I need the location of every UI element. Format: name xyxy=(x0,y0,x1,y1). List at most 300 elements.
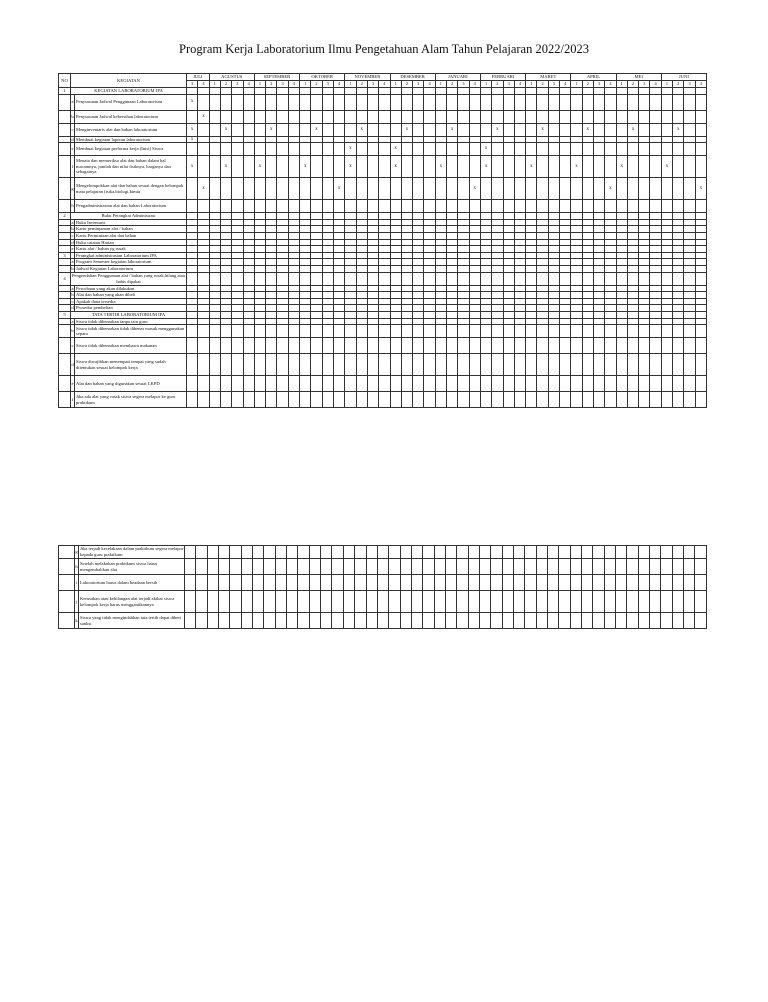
activity-week-cell xyxy=(322,88,333,95)
activity-week-mark: x xyxy=(526,156,537,178)
activity-week-cell xyxy=(343,546,354,559)
header-week-number: 3 xyxy=(458,81,469,88)
activity-week-cell xyxy=(548,292,559,299)
activity-week-cell xyxy=(469,88,480,95)
activity-week-cell xyxy=(333,226,344,233)
activity-week-cell xyxy=(311,252,322,259)
activity-week-mark: x xyxy=(480,143,491,156)
activity-week-cell xyxy=(639,311,650,318)
activity-week-cell xyxy=(288,272,299,285)
activity-week-cell xyxy=(492,88,503,95)
activity-week-cell xyxy=(661,232,672,239)
activity-week-cell xyxy=(571,200,582,213)
activity-week-cell xyxy=(650,232,661,239)
row-sub-letter: c xyxy=(71,123,75,136)
activity-week-cell xyxy=(447,219,458,226)
activity-week-cell xyxy=(616,213,627,220)
activity-week-cell xyxy=(220,246,231,253)
activity-week-cell xyxy=(209,156,220,178)
activity-week-cell xyxy=(298,559,309,575)
activity-week-cell xyxy=(424,376,435,392)
activity-week-cell xyxy=(593,252,604,259)
activity-week-cell xyxy=(322,94,333,110)
activity-week-cell xyxy=(243,143,254,156)
row-sub-letter: g xyxy=(71,178,75,200)
activity-week-cell xyxy=(230,575,241,591)
row-number xyxy=(59,575,75,591)
activity-week-cell xyxy=(571,318,582,325)
activity-week-cell xyxy=(300,246,311,253)
activity-week-cell xyxy=(673,392,684,408)
activity-week-cell xyxy=(695,200,706,213)
activity-week-cell xyxy=(243,219,254,226)
activity-week-cell xyxy=(288,305,299,312)
activity-week-cell xyxy=(548,575,559,591)
activity-week-cell xyxy=(413,376,424,392)
activity-week-cell xyxy=(593,325,604,338)
activity-week-cell xyxy=(639,259,650,266)
activity-week-cell xyxy=(571,123,582,136)
activity-week-cell xyxy=(298,546,309,559)
activity-week-cell xyxy=(661,613,672,629)
activity-week-cell xyxy=(616,325,627,338)
activity-week-cell xyxy=(447,178,458,200)
activity-week-cell xyxy=(616,259,627,266)
activity-week-cell xyxy=(560,232,571,239)
activity-week-cell xyxy=(616,110,627,123)
activity-week-cell xyxy=(345,88,356,95)
table-row xyxy=(59,252,707,259)
activity-week-cell xyxy=(627,325,638,338)
activity-week-cell xyxy=(253,575,264,591)
row-number xyxy=(59,156,71,178)
activity-week-cell xyxy=(582,265,593,272)
activity-week-cell xyxy=(345,392,356,408)
activity-week-cell xyxy=(458,178,469,200)
activity-week-cell xyxy=(389,575,400,591)
activity-week-cell xyxy=(379,318,390,325)
activity-week-cell xyxy=(447,246,458,253)
header-week-number: 1 xyxy=(661,81,672,88)
activity-week-cell xyxy=(650,213,661,220)
activity-week-cell xyxy=(209,200,220,213)
activity-week-cell xyxy=(661,305,672,312)
activity-week-cell xyxy=(627,259,638,266)
activity-week-cell xyxy=(243,318,254,325)
activity-week-cell xyxy=(367,246,378,253)
activity-week-cell xyxy=(605,285,616,292)
activity-week-cell xyxy=(593,591,604,613)
activity-week-cell xyxy=(571,298,582,305)
activity-week-cell xyxy=(480,325,491,338)
activity-week-cell xyxy=(560,246,571,253)
activity-week-cell xyxy=(695,305,706,312)
activity-week-cell xyxy=(514,88,525,95)
activity-week-cell xyxy=(435,265,446,272)
activity-week-cell xyxy=(514,292,525,299)
activity-week-cell xyxy=(514,232,525,239)
activity-week-cell xyxy=(469,392,480,408)
activity-week-cell xyxy=(288,298,299,305)
activity-week-cell xyxy=(605,376,616,392)
activity-week-cell xyxy=(560,325,571,338)
row-sub-letter: c xyxy=(71,338,75,354)
row-number: 5 xyxy=(59,311,71,318)
activity-week-cell xyxy=(627,354,638,376)
activity-week-cell xyxy=(526,143,537,156)
activity-week-cell xyxy=(254,178,265,200)
activity-week-cell xyxy=(400,613,411,629)
activity-week-cell xyxy=(469,298,480,305)
activity-week-cell xyxy=(571,110,582,123)
activity-week-cell xyxy=(277,298,288,305)
activity-week-cell xyxy=(266,239,277,246)
activity-week-cell xyxy=(413,156,424,178)
activity-week-cell xyxy=(266,311,277,318)
activity-week-cell xyxy=(185,546,196,559)
activity-week-cell xyxy=(492,292,503,299)
activity-week-cell xyxy=(266,272,277,285)
activity-week-cell xyxy=(367,354,378,376)
activity-week-cell xyxy=(209,338,220,354)
activity-week-cell xyxy=(605,156,616,178)
activity-week-cell xyxy=(232,239,243,246)
activity-week-cell xyxy=(300,305,311,312)
activity-week-cell xyxy=(288,156,299,178)
activity-week-cell xyxy=(311,298,322,305)
activity-week-cell xyxy=(379,110,390,123)
activity-week-cell xyxy=(322,178,333,200)
activity-week-cell xyxy=(367,88,378,95)
activity-week-cell xyxy=(254,265,265,272)
activity-week-cell xyxy=(311,156,322,178)
activity-week-cell xyxy=(333,94,344,110)
activity-week-cell xyxy=(525,613,536,629)
activity-week-cell xyxy=(434,546,445,559)
header-kegiatan: KEGIATAN xyxy=(71,74,187,88)
activity-week-cell xyxy=(548,219,559,226)
activity-week-cell xyxy=(526,88,537,95)
activity-week-cell xyxy=(187,239,198,246)
activity-week-cell xyxy=(560,213,571,220)
header-month-agustus: AGUSTUS xyxy=(209,74,254,81)
activity-week-cell xyxy=(661,285,672,292)
activity-week-cell xyxy=(198,156,209,178)
activity-week-cell xyxy=(458,305,469,312)
activity-week-cell xyxy=(275,575,286,591)
activity-week-cell xyxy=(232,246,243,253)
activity-week-cell xyxy=(684,559,695,575)
activity-week-cell xyxy=(548,239,559,246)
activity-week-cell xyxy=(458,94,469,110)
activity-week-cell xyxy=(187,265,198,272)
activity-week-cell xyxy=(514,200,525,213)
activity-week-cell xyxy=(560,136,571,143)
activity-week-cell xyxy=(492,325,503,338)
activity-week-mark: x xyxy=(187,156,198,178)
activity-text: Kartu alat / bahan yg rusak xyxy=(75,246,187,253)
activity-week-cell xyxy=(411,546,422,559)
activity-week-cell xyxy=(503,123,514,136)
activity-week-cell xyxy=(560,305,571,312)
activity-week-cell xyxy=(661,376,672,392)
activity-week-cell xyxy=(311,272,322,285)
activity-week-cell xyxy=(616,272,627,285)
activity-week-cell xyxy=(311,213,322,220)
activity-week-cell xyxy=(311,285,322,292)
activity-week-cell xyxy=(390,226,401,233)
activity-week-cell xyxy=(627,246,638,253)
activity-week-cell xyxy=(413,200,424,213)
activity-week-cell xyxy=(390,136,401,143)
activity-week-cell xyxy=(661,591,672,613)
activity-week-cell xyxy=(560,110,571,123)
activity-week-cell xyxy=(480,252,491,259)
activity-week-cell xyxy=(650,311,661,318)
activity-week-cell xyxy=(661,338,672,354)
activity-week-cell xyxy=(345,285,356,292)
activity-week-cell xyxy=(616,318,627,325)
activity-week-cell xyxy=(187,354,198,376)
activity-week-cell xyxy=(503,298,514,305)
activity-week-cell xyxy=(277,354,288,376)
activity-week-cell xyxy=(503,252,514,259)
activity-week-cell xyxy=(209,123,220,136)
activity-week-cell xyxy=(672,591,683,613)
activity-week-cell xyxy=(492,239,503,246)
activity-week-cell xyxy=(582,232,593,239)
row-number xyxy=(59,392,71,408)
activity-week-cell xyxy=(593,376,604,392)
activity-week-cell xyxy=(537,272,548,285)
activity-week-cell xyxy=(367,226,378,233)
activity-week-cell xyxy=(650,239,661,246)
activity-week-cell xyxy=(673,259,684,266)
activity-week-cell xyxy=(253,546,264,559)
activity-week-cell xyxy=(503,213,514,220)
activity-week-cell xyxy=(424,272,435,285)
activity-week-cell xyxy=(379,136,390,143)
activity-week-cell xyxy=(480,178,491,200)
row-sub-letter: h xyxy=(71,200,75,213)
activity-week-mark: x xyxy=(447,123,458,136)
activity-week-cell xyxy=(571,178,582,200)
activity-week-cell xyxy=(254,239,265,246)
activity-text: Membuat kegiatan laporan laboratorium xyxy=(75,136,187,143)
activity-week-cell xyxy=(198,338,209,354)
activity-week-cell xyxy=(413,88,424,95)
activity-week-cell xyxy=(492,246,503,253)
activity-week-cell xyxy=(548,156,559,178)
activity-week-cell xyxy=(333,246,344,253)
activity-week-cell xyxy=(185,591,196,613)
activity-week-cell xyxy=(322,392,333,408)
activity-week-cell xyxy=(401,178,412,200)
activity-week-cell xyxy=(266,213,277,220)
activity-week-cell xyxy=(560,338,571,354)
activity-week-cell xyxy=(356,392,367,408)
activity-week-cell xyxy=(684,88,695,95)
activity-week-cell xyxy=(458,298,469,305)
activity-week-cell xyxy=(639,156,650,178)
header-month-februari: FEBRUARI xyxy=(480,74,525,81)
activity-week-cell xyxy=(401,88,412,95)
row-number xyxy=(59,591,75,613)
activity-week-cell xyxy=(220,143,231,156)
activity-text: Buku catatan Harian xyxy=(75,239,187,246)
activity-week-cell xyxy=(321,613,332,629)
activity-week-cell xyxy=(277,94,288,110)
activity-week-cell xyxy=(673,136,684,143)
activity-week-cell xyxy=(447,392,458,408)
activity-week-cell xyxy=(401,156,412,178)
activity-week-cell xyxy=(333,143,344,156)
activity-week-cell xyxy=(605,123,616,136)
activity-week-cell xyxy=(187,298,198,305)
activity-week-cell xyxy=(230,613,241,629)
activity-week-cell xyxy=(379,143,390,156)
activity-week-cell xyxy=(232,354,243,376)
activity-week-cell xyxy=(424,298,435,305)
activity-week-cell xyxy=(582,575,593,591)
activity-week-cell xyxy=(288,213,299,220)
activity-week-cell xyxy=(264,546,275,559)
activity-week-cell xyxy=(447,272,458,285)
activity-week-cell xyxy=(661,354,672,376)
activity-text: Menginventaris alat dan bahan laboratorium xyxy=(75,123,187,136)
activity-week-cell xyxy=(390,285,401,292)
activity-week-cell xyxy=(187,392,198,408)
activity-week-cell xyxy=(424,94,435,110)
activity-week-cell xyxy=(525,575,536,591)
activity-week-mark: x xyxy=(345,156,356,178)
activity-week-cell xyxy=(300,200,311,213)
activity-week-mark: x xyxy=(469,178,480,200)
activity-week-cell xyxy=(479,591,490,613)
activity-week-cell xyxy=(502,575,513,591)
activity-week-cell xyxy=(469,292,480,299)
header-week-number: 2 xyxy=(673,81,684,88)
activity-week-cell xyxy=(424,292,435,299)
activity-week-cell xyxy=(220,325,231,338)
activity-week-cell xyxy=(627,213,638,220)
activity-week-cell xyxy=(582,136,593,143)
activity-week-cell xyxy=(673,156,684,178)
activity-week-cell xyxy=(536,559,547,575)
activity-week-cell xyxy=(424,325,435,338)
activity-week-cell xyxy=(345,110,356,123)
activity-week-cell xyxy=(198,213,209,220)
activity-week-cell xyxy=(492,213,503,220)
activity-week-cell xyxy=(266,292,277,299)
activity-week-cell xyxy=(311,259,322,266)
activity-week-cell xyxy=(390,298,401,305)
activity-week-cell xyxy=(254,232,265,239)
activity-week-cell xyxy=(503,285,514,292)
activity-week-cell xyxy=(298,613,309,629)
activity-week-cell xyxy=(401,305,412,312)
activity-week-cell xyxy=(379,354,390,376)
activity-week-cell xyxy=(232,305,243,312)
activity-week-cell xyxy=(390,265,401,272)
activity-week-cell xyxy=(570,575,581,591)
activity-week-cell xyxy=(254,318,265,325)
activity-week-cell xyxy=(424,178,435,200)
activity-week-cell xyxy=(469,94,480,110)
table-row xyxy=(59,265,707,272)
table-row xyxy=(59,232,707,239)
activity-week-cell xyxy=(413,305,424,312)
activity-week-cell xyxy=(356,376,367,392)
activity-week-cell xyxy=(582,88,593,95)
activity-week-cell xyxy=(196,559,207,575)
activity-week-cell xyxy=(480,376,491,392)
activity-week-cell xyxy=(548,559,559,575)
header-week-number: 3 xyxy=(277,81,288,88)
activity-week-cell xyxy=(559,591,570,613)
row-number xyxy=(59,285,71,292)
row-number: 4 xyxy=(59,272,71,285)
activity-week-cell xyxy=(627,200,638,213)
activity-week-cell xyxy=(198,265,209,272)
activity-week-cell xyxy=(266,338,277,354)
activity-week-cell xyxy=(379,392,390,408)
activity-week-cell xyxy=(684,318,695,325)
activity-week-cell xyxy=(447,311,458,318)
activity-week-cell xyxy=(311,325,322,338)
activity-week-cell xyxy=(514,338,525,354)
activity-week-cell xyxy=(673,285,684,292)
activity-week-cell xyxy=(333,354,344,376)
activity-week-cell xyxy=(333,376,344,392)
activity-week-cell xyxy=(639,136,650,143)
activity-week-cell xyxy=(413,318,424,325)
activity-week-cell xyxy=(264,559,275,575)
activity-week-cell xyxy=(582,559,593,575)
table-row xyxy=(59,392,707,408)
activity-week-cell xyxy=(379,239,390,246)
activity-week-cell xyxy=(390,200,401,213)
header-week-number: 4 xyxy=(469,81,480,88)
activity-week-cell xyxy=(232,376,243,392)
activity-week-cell xyxy=(503,226,514,233)
activity-week-cell xyxy=(502,546,513,559)
activity-week-cell xyxy=(367,311,378,318)
activity-week-cell xyxy=(605,259,616,266)
activity-week-cell xyxy=(526,392,537,408)
activity-week-cell xyxy=(220,338,231,354)
activity-week-cell xyxy=(445,591,456,613)
activity-week-cell xyxy=(503,354,514,376)
activity-week-cell xyxy=(411,591,422,613)
activity-week-cell xyxy=(322,376,333,392)
activity-week-cell xyxy=(232,285,243,292)
row-number xyxy=(59,143,71,156)
row-sub-letter: d xyxy=(71,136,74,142)
activity-week-cell xyxy=(264,613,275,629)
activity-week-cell xyxy=(673,265,684,272)
activity-week-cell xyxy=(413,94,424,110)
activity-week-cell xyxy=(300,232,311,239)
activity-week-cell xyxy=(684,143,695,156)
activity-week-cell xyxy=(447,226,458,233)
activity-week-cell xyxy=(345,292,356,299)
activity-week-cell xyxy=(458,285,469,292)
activity-week-cell xyxy=(300,143,311,156)
table-row xyxy=(59,136,707,143)
activity-week-cell xyxy=(220,305,231,312)
activity-week-cell xyxy=(309,575,320,591)
